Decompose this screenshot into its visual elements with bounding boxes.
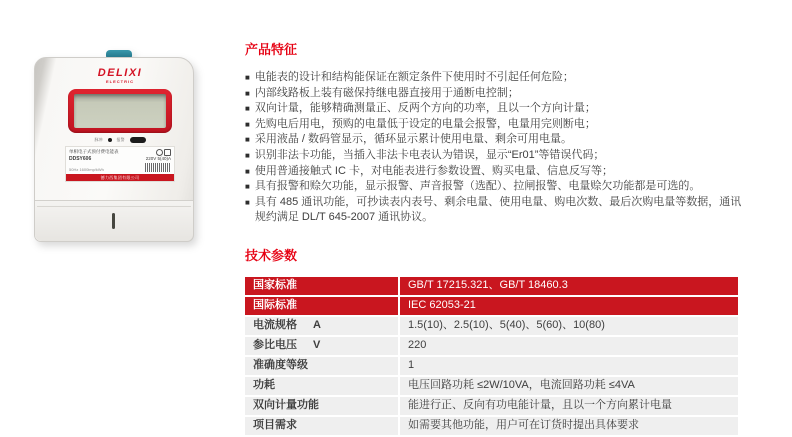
nameplate-rating1: 220V 5(40)A [145,156,171,161]
features-section [245,43,742,226]
feature-text: 具有报警和赊欠功能，显示报警、声音报警（选配）、拉闸报警、电量赊欠功能都是可选的。 [254,180,701,193]
spec-label-cell [245,297,398,315]
feature-item [245,132,742,148]
spec-label-cell [245,317,398,335]
cover-seam [37,206,191,207]
feature-text: 内部线路板上装有磁保持继电器直接用于通断电控制； [254,86,519,99]
pulse-led-icon [108,138,112,142]
terminal-cover [35,200,193,241]
feature-text: 采用液晶 / 数码管显示，循环显示累计使用电量、剩余可用电量。 [254,133,573,146]
table-row [245,357,738,375]
feature-text: 使用普通接触式 IC 卡，对电能表进行参数设置、购买电量、信息反写等； [254,164,613,177]
spec-label: 国际标准 [253,299,297,311]
feature-item [245,179,742,195]
nameplate-rating2: 50Hz 1600imp/kWh [69,167,104,172]
bullet-square-icon: ■ [245,88,250,98]
table-row [245,397,738,415]
specs-heading: 技术参数 [245,248,298,263]
spec-value-cell: 220 [400,337,738,355]
spec-unit: V [313,339,321,351]
spec-label: 准确度等级 [253,359,308,371]
feature-item [245,117,742,133]
spec-value-cell: 1 [400,357,738,375]
spec-label-cell [245,357,398,375]
feature-text: 识别非法卡功能，当插入非法卡电表认为错误，显示“Er01”等错误代码； [254,148,605,161]
table-row [245,377,738,395]
cmc-mark-icon [164,149,171,156]
infrared-window-icon [130,137,146,143]
spec-label-cell [245,417,398,435]
spec-label: 电流规格 [253,319,297,331]
ic-card-slot-icon [112,213,115,229]
brand-logo-sub: ELECTRIC [106,79,134,84]
bullet-square-icon: ■ [245,150,250,160]
lcd-screen [74,94,166,128]
table-row [245,277,738,295]
meter-face [59,68,181,182]
table-row [245,317,738,335]
specs-section [245,249,738,437]
feature-item [245,101,742,117]
spec-label: 双向计量功能 [253,399,319,411]
feature-item [245,164,742,180]
bullet-square-icon: ■ [245,182,250,192]
alarm-label: 报警 [116,137,125,142]
feature-item [245,148,742,164]
nameplate [65,146,175,182]
spec-label-cell [245,377,398,395]
feature-list [245,70,742,226]
spec-label-cell [245,397,398,415]
lcd-frame [68,89,172,133]
table-row [245,297,738,315]
bullet-square-icon: ■ [245,135,250,145]
feature-text: 电能表的设计和结构能保证在额定条件下使用时不引起任何危险； [254,71,574,83]
energy-meter-image [30,50,198,242]
pulse-led-label: 脉冲 [94,137,103,142]
bullet-square-icon: ■ [245,166,250,176]
feature-text: 双向计量，能够精确测量正、反两个方向的功率，且以一个方向计量； [254,102,596,115]
meter-body [34,57,194,242]
bullet-square-icon: ■ [245,104,250,114]
spec-label-cell [245,277,398,295]
indicator-row [59,137,181,143]
spec-label-cell [245,337,398,355]
table-row [245,337,738,355]
spec-value-cell: GB/T 17215.321、GB/T 18460.3 [400,277,738,295]
brand-logo: DELIXI [97,67,143,79]
product-photo [30,50,198,242]
spec-label: 项目需求 [253,419,297,431]
spec-value-cell: 1.5(10)、2.5(10)、5(40)、5(60)、10(80) [400,317,738,335]
spec-value-cell: 电压回路功耗 ≤2W/10VA，电流回路功耗 ≤4VA [400,377,738,395]
spec-value-cell: IEC 62053-21 [400,297,738,315]
spec-table [245,277,738,437]
bullet-square-icon: ■ [245,73,250,82]
spec-label: 功耗 [253,379,275,391]
spec-value-cell: 能进行正、反向有功电能计量，且以一个方向累计电量 [400,397,738,415]
features-heading: 产品特征 [245,42,298,57]
certification-icons [156,149,171,156]
company-band: 德力西集团有限公司 [66,174,174,181]
feature-text: 具有 485 通讯功能，可抄读表内表号、剩余电量、使用电量、购电次数、最后次购电量等数据，通讯规约满足 DL/T 645-2007 通讯协议。 [254,195,742,224]
feature-text: 先购电后用电，预购的电量低于设定的电量会报警，电量用完则断电； [254,117,596,130]
spec-label: 参比电压 [253,339,297,351]
spec-label: 国家标准 [253,279,297,291]
table-row [245,417,738,435]
barcode [145,163,171,172]
bullet-square-icon: ■ [245,119,250,129]
nameplate-model: DDSY606 [69,156,92,162]
feature-item [245,195,742,226]
spec-value-cell: 如需要其他功能，用户可在订货时提出具体要求 [400,417,738,435]
nameplate-title: 单相电子式预付费电能表 [69,149,119,154]
class2-insulation-icon [156,149,163,156]
spec-unit: A [313,319,321,331]
feature-item [245,86,742,102]
feature-item [245,70,742,86]
bullet-square-icon: ■ [245,197,250,207]
